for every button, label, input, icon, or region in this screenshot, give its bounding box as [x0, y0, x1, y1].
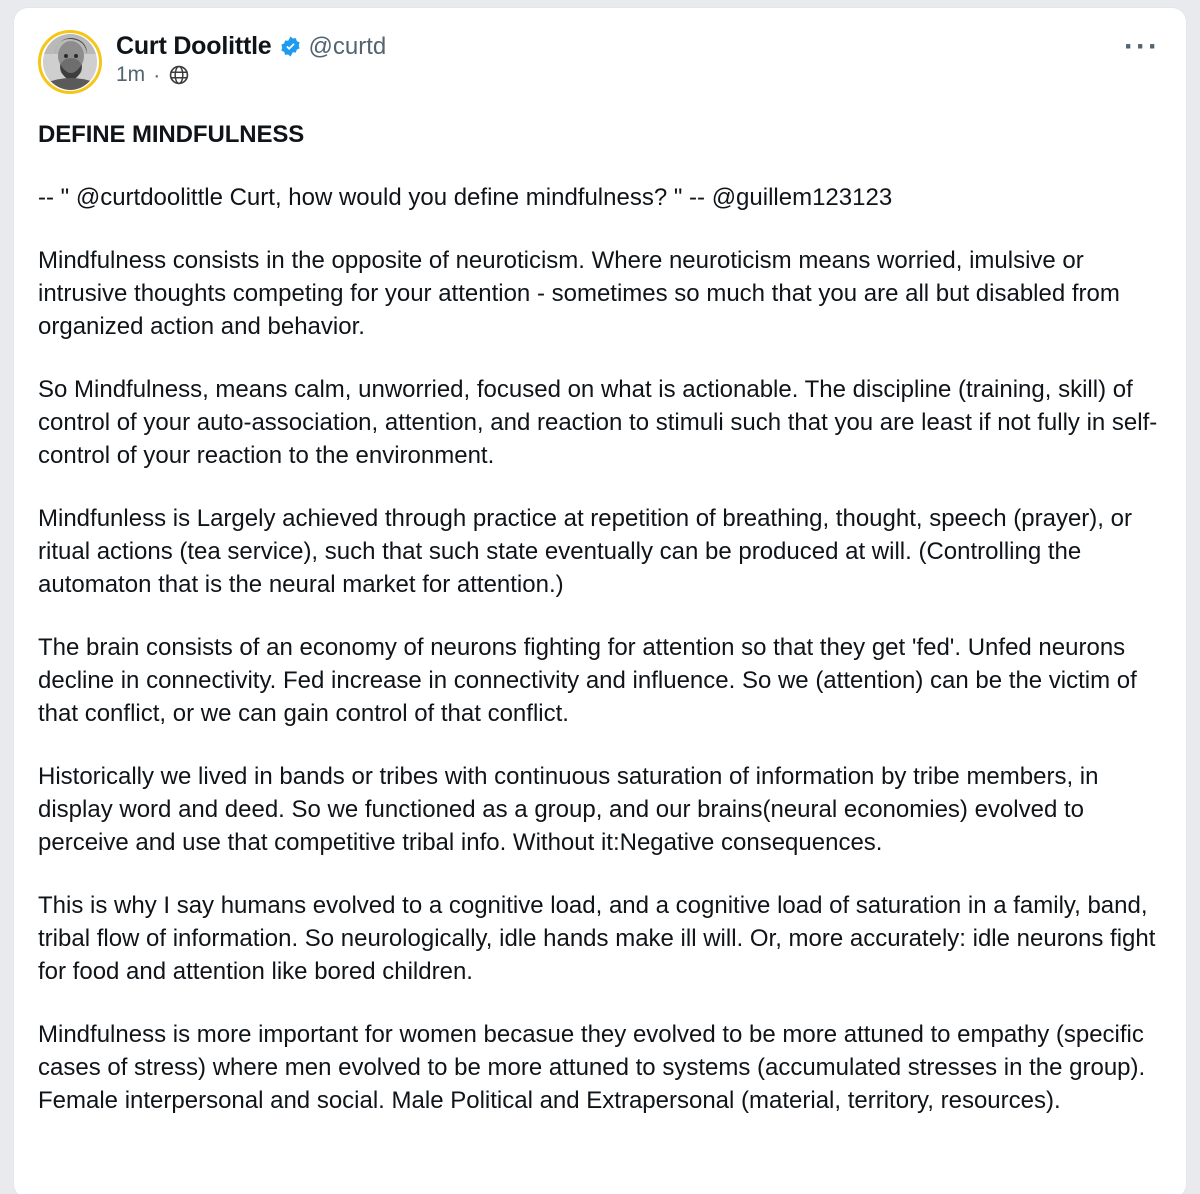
avatar[interactable]: [38, 30, 102, 94]
author-handle[interactable]: @curtd: [308, 32, 387, 60]
author-display-name[interactable]: Curt Doolittle: [116, 32, 272, 60]
author-identity: [116, 30, 386, 87]
post-paragraph-7: This is why I say humans evolved to a cognitive load, and a cognitive load of saturation in a family, band, tribal flow of information. So neurologically, idle hands make ill will. Or, more accurately: idle neurons fight for food and attention like bored children.: [38, 892, 1156, 985]
post-paragraph-1: -- " @curtdoolittle Curt, how would you define mindfulness? " -- @guillem123123: [38, 184, 893, 211]
post-title: DEFINE MINDFULNESS: [38, 121, 305, 148]
post-meta: [116, 63, 386, 87]
more-options-button[interactable]: ···: [1124, 30, 1160, 63]
post-card: [14, 8, 1186, 1194]
post-paragraph-8: Mindfulness is more important for women becasue they evolved to be more attuned to empathy (specific cases of stress) where men evolved to be more attuned to systems (accumulated stresses in the group). Female interpersonal and social. Male Political and Extrapersonal (material, territory, resources).: [38, 1021, 1146, 1114]
meta-separator: ·: [153, 63, 161, 87]
author-name-row: [116, 32, 386, 61]
post-paragraph-2: Mindfulness consists in the opposite of neuroticism. Where neuroticism means worried, imulsive or intrusive thoughts competing for your attention - sometimes so much that you are all but disabled from organized action and behavior.: [38, 247, 1120, 340]
globe-icon[interactable]: [168, 64, 190, 86]
avatar-image: [43, 34, 97, 90]
post-paragraph-5: The brain consists of an economy of neurons fighting for attention so that they get 'fed'. Unfed neurons decline in connectivity. Fed increase in connectivity and influence. So we (attention) can be the victim of that conflict, or we can gain control of that conflict.: [38, 634, 1137, 727]
post-timestamp[interactable]: 1m: [116, 63, 146, 86]
avatar-photo-icon: [43, 34, 97, 90]
post-body: [38, 118, 1162, 1117]
verified-badge-icon: [279, 35, 302, 58]
post-paragraph-6: Historically we lived in bands or tribes with continuous saturation of information by tribe members, in display word and deed. So we functioned as a group, and our brains(neural economies) evolved to perceive and use that competitive tribal info. Without it:Negative consequences.: [38, 763, 1099, 856]
post-paragraph-3: So Mindfulness, means calm, unworried, focused on what is actionable. The discipline (training, skill) of control of your auto-association, attention, and reaction to stimuli such that you are least if not fully in self-control of your reaction to the environment.: [38, 376, 1158, 469]
post-header: [38, 30, 1162, 94]
post-paragraph-4: Mindfunless is Largely achieved through practice at repetition of breathing, thought, speech (prayer), or ritual actions (tea service), such that such state eventually can be produced at will. (Controlling the automaton that is the neural market for attention.): [38, 505, 1132, 598]
